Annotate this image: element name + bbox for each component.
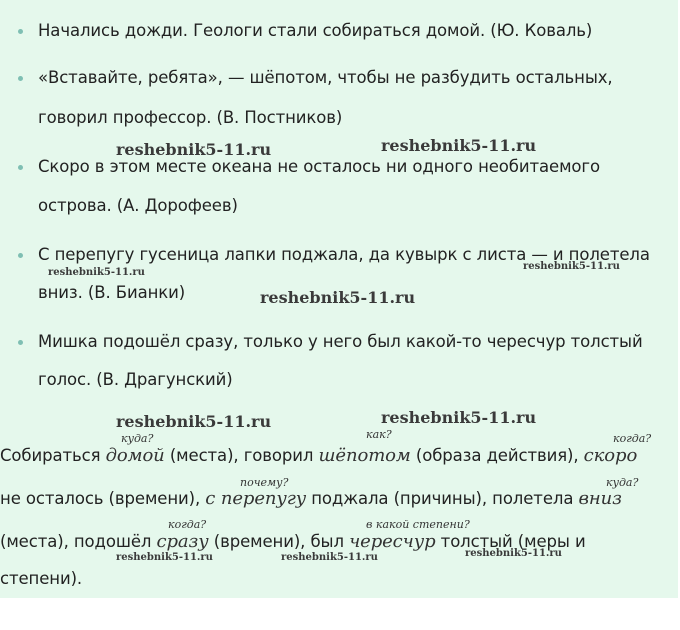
sentence-line: вниз. (В. Бианки) [38, 283, 186, 302]
handwritten-adverb: чересчур [349, 531, 436, 552]
answer-line [0, 446, 637, 466]
question-note: куда? [121, 432, 154, 445]
answer-line [0, 489, 622, 509]
answer-text: толстый (меры и [435, 532, 586, 551]
answer-text: не осталось (времени), [0, 489, 206, 508]
question-note: почему? [240, 476, 289, 489]
sentence-line: Мишка подошёл сразу, только у него был какой-то чересчур толстый [38, 332, 643, 351]
answer-line [0, 569, 82, 589]
sentence-line: острова. (А. Дорофеев) [38, 196, 238, 215]
answer-text: степени). [0, 569, 83, 588]
watermark: reshebnik5-11.ru [116, 552, 213, 563]
watermark: reshebnik5-11.ru [260, 288, 416, 307]
sentence-line: Начались дожди. Геологи стали собираться домой. (Ю. Коваль) [38, 21, 593, 40]
sentence-line: Скоро в этом месте океана не осталось ни одного необитаемого [38, 157, 600, 176]
sentence-line: голос. (В. Драгунский) [38, 370, 233, 389]
watermark: reshebnik5-11.ru [281, 552, 378, 563]
question-note: как? [366, 428, 392, 441]
sentence-line: говорил профессор. (В. Постников) [38, 108, 343, 127]
watermark: reshebnik5-11.ru [523, 261, 620, 272]
handwritten-adverb: с перепугу [205, 488, 307, 509]
bullet-dot [18, 76, 23, 81]
watermark: reshebnik5-11.ru [381, 408, 537, 427]
handwritten-adverb: шёпотом [318, 445, 411, 466]
question-note: когда? [168, 518, 207, 531]
answer-text: (времени), был [208, 532, 350, 551]
watermark: reshebnik5-11.ru [465, 548, 562, 559]
handwritten-adverb: домой [105, 445, 165, 466]
answer-text: (места), подошёл [0, 532, 157, 551]
question-note: в какой степени? [366, 518, 470, 531]
bullet-dot [18, 29, 23, 34]
bullet-dot [18, 165, 23, 170]
watermark: reshebnik5-11.ru [48, 267, 145, 278]
watermark: reshebnik5-11.ru [116, 412, 272, 431]
sentence-line: С перепугу гусеница лапки поджала, да кувырк с листа — и полетела [38, 245, 650, 264]
watermark: reshebnik5-11.ru [116, 140, 272, 159]
sentence-line: «Вставайте, ребята», — шёпотом, чтобы не разбудить остальных, [38, 68, 613, 87]
handwritten-adverb: сразу [156, 531, 209, 552]
answer-text: (места), говорил [164, 446, 319, 465]
question-note: когда? [613, 432, 652, 445]
answer-text: (образа действия), [410, 446, 584, 465]
handwritten-adverb: скоро [583, 445, 638, 466]
bullet-dot [18, 340, 23, 345]
watermark: reshebnik5-11.ru [381, 136, 537, 155]
handwritten-adverb: вниз [578, 488, 622, 509]
question-note: куда? [606, 476, 639, 489]
bullet-dot [18, 253, 23, 258]
answer-text: поджала (причины), полетела [306, 489, 579, 508]
answer-text: Собираться [0, 446, 106, 465]
